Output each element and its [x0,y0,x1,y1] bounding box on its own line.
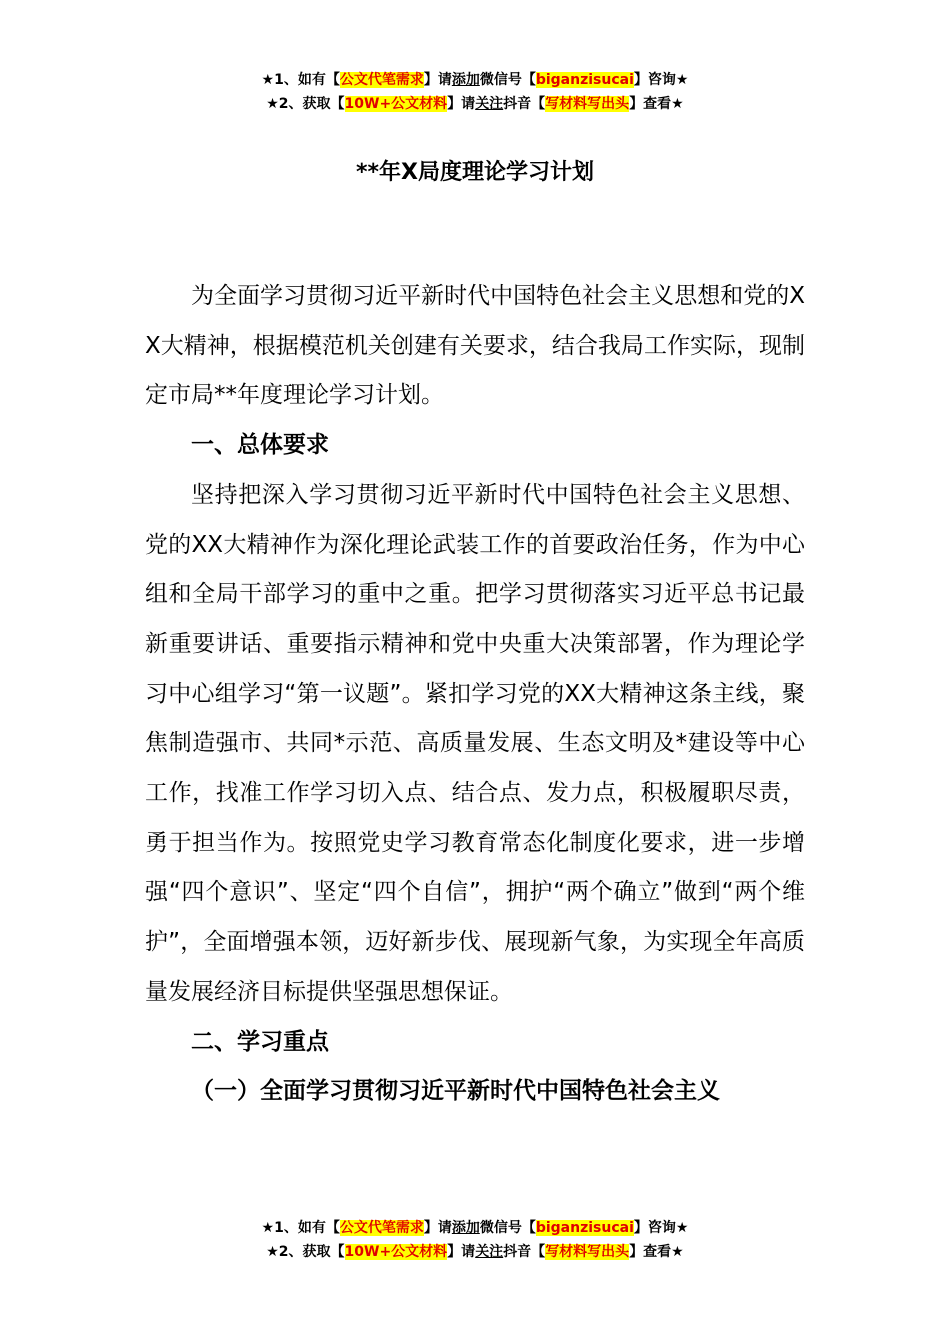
banner-highlight: 写材料写出头 [545,1244,630,1260]
banner-text: 】请 [423,1220,452,1236]
banner-highlight: biganzisucai [535,1220,634,1236]
banner-text: ★1、如有【 [261,1220,340,1236]
banner-text: ★2、获取【 [266,96,345,112]
banner-text: 微信号【 [479,72,536,88]
section-heading-2: 二、学习重点 [191,1028,329,1055]
bottom-banner [0,1216,950,1264]
document-body [145,272,805,1117]
banner-text: 】咨询★ [633,1220,689,1236]
banner-text: ★1、如有【 [261,72,340,88]
section-heading-1: 一、总体要求 [191,432,329,459]
banner-text: 】查看★ [629,96,684,112]
banner-highlight: 10W+公文材料 [344,1244,448,1260]
banner-line-2 [0,1240,950,1264]
banner-highlight: 公文代笔需求 [339,72,424,88]
banner-text: 抖音【 [503,96,546,112]
banner-text: 】咨询★ [633,72,689,88]
banner-highlight: 10W+公文材料 [344,96,448,112]
section-1-paragraph: 坚持把深入学习贯彻习近平新时代中国特色社会主义思想、党的XX大精神作为深化理论武装工作的首要政治任务，作为中心组和全局干部学习的重中之重。把学习贯彻落实习近平总书记最新重要讲话、重要指示精神和党中央重大决策部署，作为理论学习中心组学习“第一议题”。紧扣学习党的XX大精神这条主线，聚焦制造强市、共同*示范、高质量发展、生态文明及*建设等中心工作，找准工作学习切入点、结合点、发力点，积极履职尽责，勇于担当作为。按照党史学习教育常态化制度化要求，进一步增强“四个意识”、坚定“四个自信”，拥护“两个确立”做到“两个维护”，全面增强本领，迈好新步伐、展现新气象，为实现全年高质量发展经济目标提供坚强思想保证。 [145,481,805,1005]
banner-underline: 关注 [475,1244,504,1260]
banner-text: 抖音【 [503,1244,546,1260]
intro-paragraph: 为全面学习贯彻习近平新时代中国特色社会主义思想和党的XX大精神，根据模范机关创建有关要求，结合我局工作实际，现制定市局**年度理论学习计划。 [145,283,805,409]
banner-text: 】查看★ [629,1244,684,1260]
banner-text: ★2、获取【 [266,1244,345,1260]
subsection-heading-1: （一）全面学习贯彻习近平新时代中国特色社会主义 [191,1078,720,1105]
banner-text: 微信号【 [479,1220,536,1236]
banner-text: 】请 [423,72,452,88]
banner-underline: 添加 [451,1220,480,1236]
banner-text: 】请 [447,1244,476,1260]
banner-line-2 [0,92,950,116]
top-banner [0,68,950,116]
document-title: **年X局度理论学习计划 [356,160,594,185]
banner-underline: 关注 [475,96,504,112]
banner-line-1 [0,68,950,92]
banner-text: 】请 [447,96,476,112]
banner-highlight: 写材料写出头 [545,96,630,112]
banner-underline: 添加 [451,72,480,88]
banner-highlight: biganzisucai [535,72,634,88]
banner-line-1 [0,1216,950,1240]
banner-highlight: 公文代笔需求 [339,1220,424,1236]
